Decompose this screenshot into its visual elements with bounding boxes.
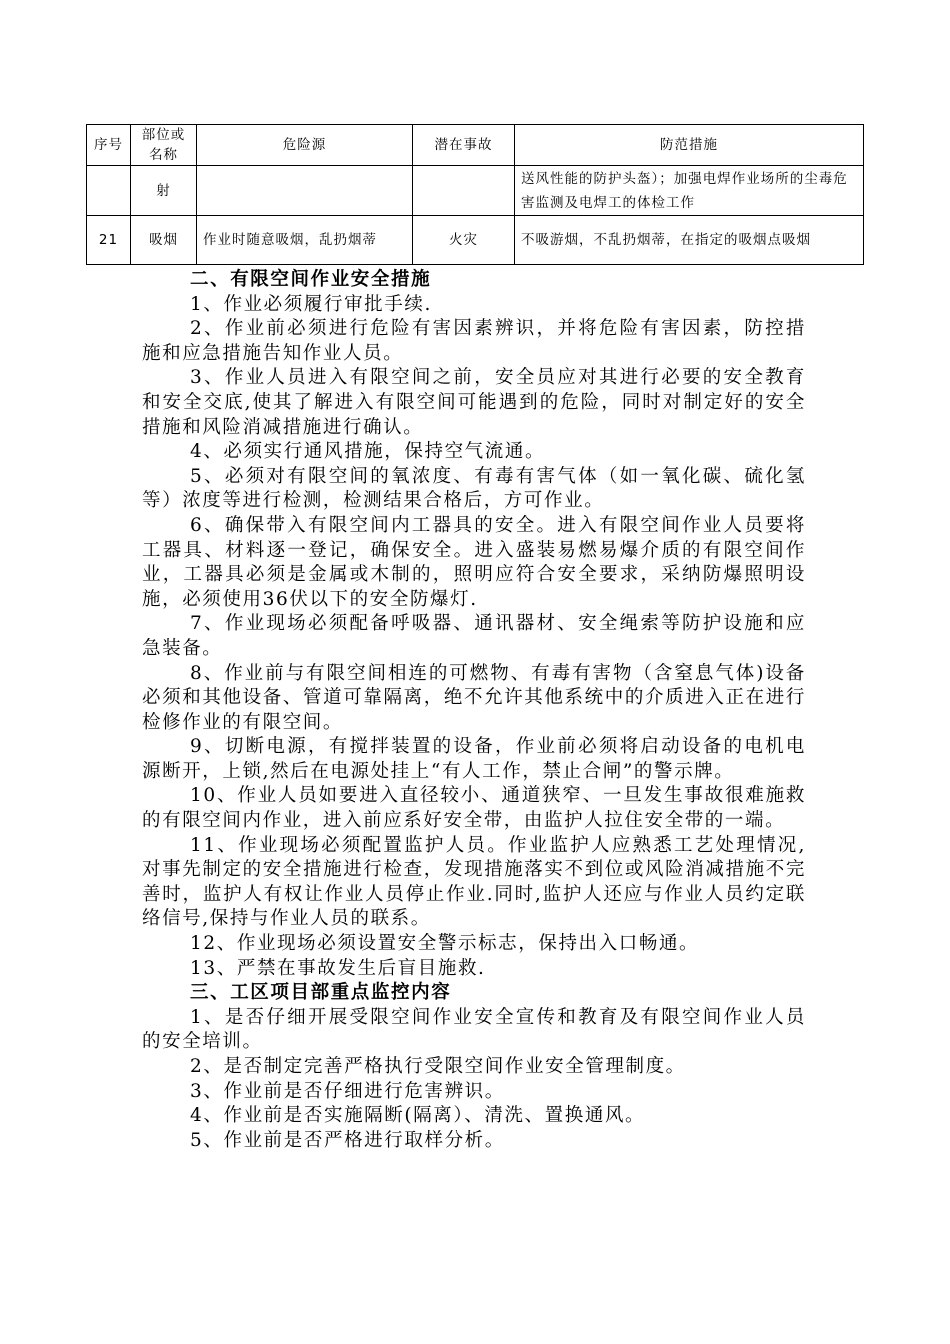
cell-no [87, 166, 131, 216]
table-header-row [87, 125, 864, 166]
table-row [87, 166, 864, 216]
cell-no: 21 [87, 216, 131, 265]
cell-hazard: 作业时随意吸烟，乱扔烟蒂 [197, 216, 413, 265]
document-body [142, 268, 806, 1153]
paragraph: 3、作业人员进入有限空间之前，安全员应对其进行必要的安全教育和安全交底,使其了解进入有限空间可能遇到的危险，同时对制定好的安全措施和风险消减措施进行确认。 [142, 367, 806, 438]
header-no: 序号 [87, 125, 131, 166]
section-heading: 三、工区项目部重点监控内容 [190, 982, 452, 1004]
header-accident: 潜在事故 [413, 125, 515, 166]
section-heading: 二、有限空间作业安全措施 [190, 269, 432, 290]
paragraph: 6、确保带入有限空间内工器具的安全。进入有限空间作业人员要将工器具、材料逐一登记，确保安全。进入盛装易燃易爆介质的有限空间作业，工器具必须是金属或木制的，照明应符合安全要求，采纳防爆照明设施，必须使用36伏以下的安全防爆灯. [142, 514, 806, 610]
paragraph: 13、严禁在事故发生后盲目施救. [190, 957, 486, 979]
paragraph: 9、切断电源，有搅拌装置的设备，作业前必须将启动设备的电机电源断开，上锁,然后在电源处挂上“有人工作，禁止合闸”的警示牌。 [142, 736, 806, 782]
paragraph: 1、作业必须履行审批手续. [190, 293, 432, 315]
cell-part: 射 [131, 166, 197, 216]
cell-measures: 送风性能的防护头盔）；加强电焊作业场所的尘毒危害监测及电焊工的体检工作 [515, 166, 864, 216]
paragraph: 1、是否仔细开展受限空间作业安全宣传和教育及有限空间作业人员的安全培训。 [142, 1006, 806, 1053]
paragraph: 5、必须对有限空间的氧浓度、有毒有害气体（如一氧化碳、硫化氢等）浓度等进行检测，检测结果合格后，方可作业。 [142, 465, 806, 512]
table-row [87, 216, 864, 265]
cell-part: 吸烟 [131, 216, 197, 265]
hazard-table [86, 124, 864, 265]
paragraph: 4、作业前是否实施隔断(隔离）、清洗、置换通风。 [190, 1105, 646, 1127]
paragraph: 4、必须实行通风措施，保持空气流通。 [190, 441, 546, 463]
cell-hazard [197, 166, 413, 216]
header-hazard: 危险源 [197, 125, 413, 166]
cell-accident [413, 166, 515, 216]
cell-measures: 不吸游烟，不乱扔烟蒂，在指定的吸烟点吸烟 [515, 216, 864, 265]
paragraph: 7、作业现场必须配备呼吸器、通讯器材、安全绳索等防护设施和应急装备。 [142, 613, 806, 659]
paragraph: 11、作业现场必须配置监护人员。作业监护人应熟悉工艺处理情况,对事先制定的安全措施进行检查，发现措施落实不到位或风险消减措施不完善时，监护人有权让作业人员停止作业.同时,监护人还应与作业人员约定联络信号,保持与作业人员的联系。 [142, 834, 806, 930]
paragraph: 10、作业人员如要进入直径较小、通道狭窄、一旦发生事故很难施救的有限空间内作业，进入前应系好安全带，由监护人拉住安全带的一端。 [142, 785, 806, 832]
paragraph: 8、作业前与有限空间相连的可燃物、有毒有害物（含窒息气体)设备必须和其他设备、管道可靠隔离，绝不允许其他系统中的介质进入正在进行检修作业的有限空间。 [142, 662, 806, 733]
paragraph: 2、是否制定完善严格执行受限空间作业安全管理制度。 [190, 1056, 686, 1077]
paragraph: 5、作业前是否严格进行取样分析。 [190, 1129, 505, 1151]
header-part: 部位或名称 [131, 125, 197, 166]
cell-accident: 火灾 [413, 216, 515, 265]
header-measures: 防范措施 [515, 125, 864, 166]
paragraph: 2、作业前必须进行危险有害因素辨识，并将危险有害因素，防控措施和应急措施告知作业人员。 [142, 318, 806, 364]
paragraph: 12、作业现场必须设置安全警示标志，保持出入口畅通。 [190, 933, 700, 955]
paragraph: 3、作业前是否仔细进行危害辨识。 [190, 1080, 505, 1102]
